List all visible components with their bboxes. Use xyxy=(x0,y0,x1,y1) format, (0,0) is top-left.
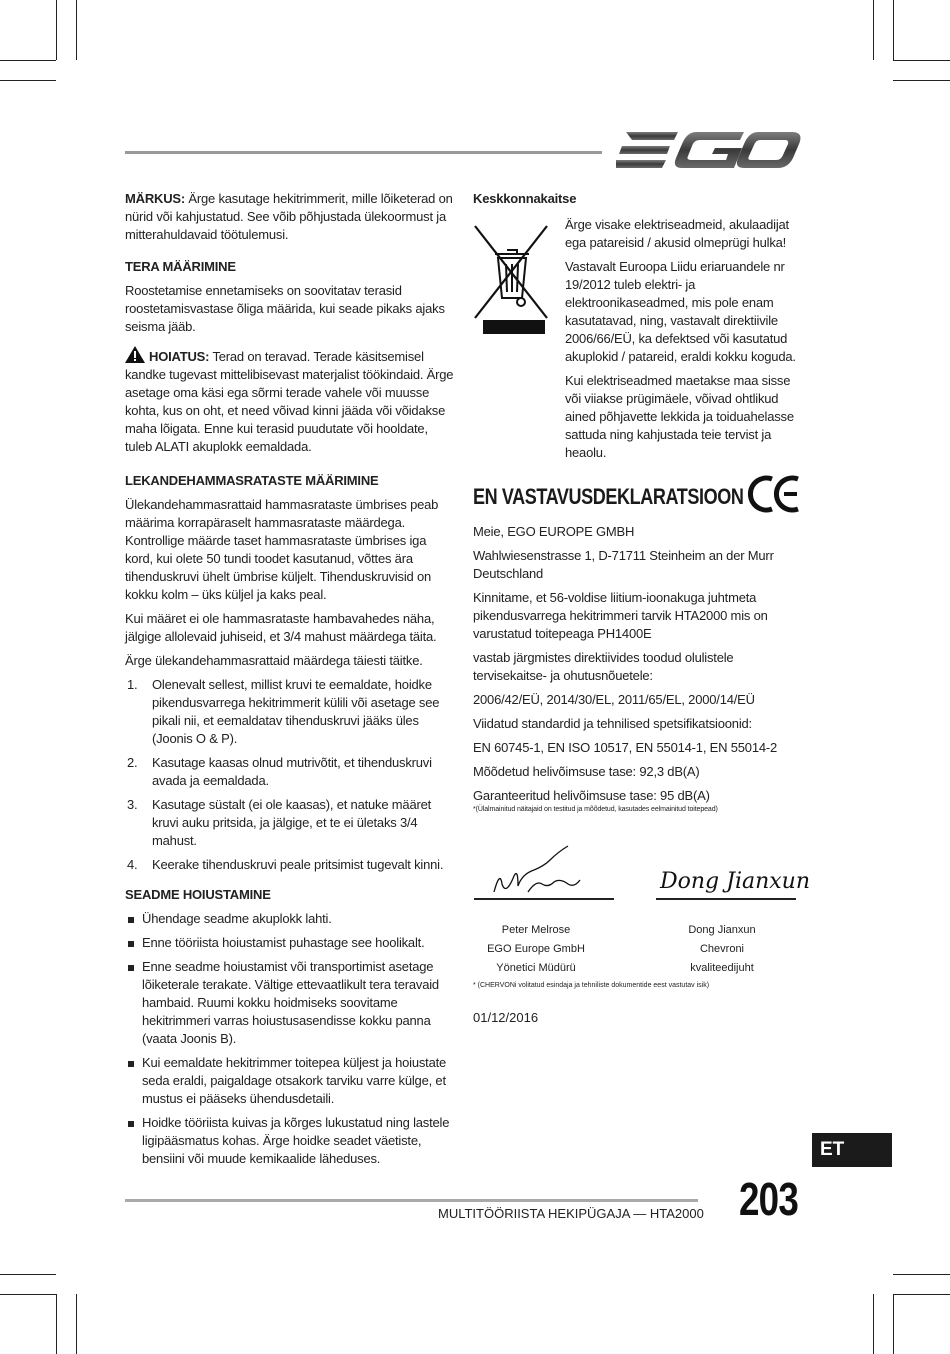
warning-label: HOIATUS: xyxy=(149,349,210,364)
warning-icon xyxy=(125,346,145,363)
signer-company: Chevroni xyxy=(699,943,745,955)
list-item xyxy=(125,856,455,874)
crop-mark xyxy=(893,60,950,61)
signer-dong xyxy=(652,921,792,978)
storage-heading: SEADME HOIUSTAMINE xyxy=(125,887,271,902)
environment-p3: Kui elektriseadmed maetakse maa sisse või viiakse prügimäele, võivad ohtlikud ained põhjavette lekkida ja toiduahelasse sattuda ning kahjustada teie tervist ja heaolu. xyxy=(565,373,794,460)
crop-mark xyxy=(0,80,56,81)
note-text: Ärge kasutage hekitrimmerit, mille lõiketerad on nürid või kahjustatud. See võib põhjustada ülekoormust ja mitterahuldavaid töötulemusi. xyxy=(125,191,453,242)
list-item xyxy=(125,958,455,1048)
ego-logo xyxy=(616,128,800,172)
note-paragraph xyxy=(125,190,455,244)
step-number: 3. xyxy=(127,797,138,812)
declaration-line: Kinnitame, et 56-voldise liitium-ioonakuga juhtmeta pikendusvarrega hekitrimmeri tarvik HTA2000 mis on varustatud toitepeaga PH1400E xyxy=(473,590,768,641)
signature-dong xyxy=(660,862,811,912)
note-label: MÄRKUS: xyxy=(125,191,185,206)
bullet-square-icon xyxy=(128,941,134,947)
steps-list xyxy=(125,676,455,874)
gear-lubrication-p1: Ülekandehammasrattaid hammasrataste ümbrises peab määrima korrapäraselt hammasrataste määrdega. Kontrollige määrde taset hammasrataste ümbrises iga kord, kui olete 50 tundi toodet kasutanud, võttes ära tihenduskruvi ühelt ümbrise küljelt. Tihenduskruvisid on kokku kolm – üks küljel ja kaks peal. xyxy=(125,497,439,602)
bullet-square-icon xyxy=(128,917,134,923)
signature-melrose xyxy=(488,840,588,900)
environment-heading: Keskkonnakaitse xyxy=(473,191,577,206)
bullet-text: Enne tööriista hoiustamist puhastage see hoolikalt. xyxy=(142,935,425,950)
ce-mark-icon xyxy=(750,475,802,513)
manual-title: MULTITÖÖRIISTA HEKIPÜGAJA — HTA2000 xyxy=(438,1206,704,1221)
gear-lubrication-p2: Kui määret ei ole hammasrataste hambavahedes näha, jälgige allolevaid juhiseid, et 3/4 mahust määrdega täita. xyxy=(125,611,437,644)
declaration-body xyxy=(473,523,803,814)
step-text: Kasutage kaasas olnud mutrivõtit, et tihenduskruvi avada ja eemaldada. xyxy=(152,755,432,788)
svg-text:Dong Jianxun: Dong Jianxun xyxy=(660,869,811,894)
step-text: Olenevalt sellest, millist kruvi te eemaldate, hoidke pikendusvarrega hekitrimmerit külili või asetage see pikali nii, et eemaldatav tihenduskruvi jääks üles (Joonis O & P). xyxy=(152,677,440,746)
storage-list xyxy=(125,910,455,1168)
warning-text: Terad on teravad. Terade käsitsemisel kandke tugevast mittelibisevast materjalist töökindaid. Ärge asetage oma käsi ega sõrmi terade vahele või muusse kohta, kus on oht, et need võivad kinni jääda või võidakse maha lõigata. Enne kui terasid puudutate või hooldate, tuleb ALATI akuplokk eemaldada. xyxy=(125,349,454,454)
bullet-square-icon xyxy=(128,965,134,971)
list-item xyxy=(125,910,455,928)
declaration-line: vastab järgmistes direktiivides toodud olulistele tervisekaitse- ja ohutusnõuetele: xyxy=(473,650,734,683)
guaranteed-note: *(Ülalmainitud näitajaid on testitud ja mõõdetud, kasutades eelmainitud toitepead) xyxy=(473,806,718,813)
list-item xyxy=(125,754,455,790)
language-tab: ET xyxy=(812,1133,892,1167)
crop-mark xyxy=(0,1274,56,1275)
declaration-line: Garanteeritud helivõimsuse tase: 95 dB(A) xyxy=(473,788,710,803)
declaration-line: EN 60745-1, EN ISO 10517, EN 55014-1, EN 55014-2 xyxy=(473,740,778,755)
crop-mark xyxy=(873,0,874,60)
bullet-square-icon xyxy=(128,1121,134,1127)
signer-role: Yönetici Müdürü xyxy=(496,962,576,974)
left-column xyxy=(125,190,455,1174)
crop-mark xyxy=(893,1294,894,1354)
crop-mark xyxy=(873,1294,874,1354)
gear-lubrication-p3: Ärge ülekandehammasrattaid määrdega täiesti täitke. xyxy=(125,653,423,668)
declaration-title: EN VASTAVUSDEKLARATSIOON xyxy=(473,484,744,509)
bullet-square-icon xyxy=(128,1061,134,1067)
warning-paragraph xyxy=(125,346,455,456)
gear-lubrication-heading: LEKANDEHAMMASRATASTE MÄÄRIMINE xyxy=(125,473,379,488)
page-number: 203 xyxy=(739,1173,798,1225)
blade-lubrication-heading: TERA MÄÄRIMINE xyxy=(125,259,236,274)
list-item xyxy=(125,796,455,850)
crop-mark xyxy=(76,0,77,60)
declaration-line: Mõõdetud helivõimsuse tase: 92,3 dB(A) xyxy=(473,764,700,779)
bullet-text: Ühendage seadme akuplokk lahti. xyxy=(142,911,332,926)
declaration-date: 01/12/2016 xyxy=(473,1010,539,1025)
step-number: 2. xyxy=(127,755,138,770)
header-rule xyxy=(125,151,602,154)
environment-p2: Vastavalt Euroopa Liidu eriaruandele nr 19/2012 tuleb elektri- ja elektroonikaseadmed, mis pole enam kasutatavad, ning, vastavalt direktiivile 2006/66/EÜ, ka defektsed või kasutatud akuplokid / patareid, eraldi kokku koguda. xyxy=(565,259,796,364)
crop-mark xyxy=(56,1294,57,1354)
crop-mark xyxy=(893,80,950,81)
declaration-line: 2006/42/EÜ, 2014/30/EL, 2011/65/EL, 2000/14/EÜ xyxy=(473,692,755,707)
list-item xyxy=(125,676,455,748)
list-item xyxy=(125,934,455,952)
environment-p1: Ärge visake elektriseadmeid, akulaadijat ega patareisid / akusid olmeprügi hulka! xyxy=(565,217,789,250)
signer-melrose xyxy=(466,921,606,978)
signer-name: Peter Melrose xyxy=(501,924,571,936)
authorized-footnote: * (CHERVONi volitatud esindaja ja tehniliste dokumentide eest vastutav isik) xyxy=(473,982,710,989)
crop-mark xyxy=(0,1294,56,1295)
crop-mark xyxy=(0,60,56,61)
signer-company: EGO Europe GmbH xyxy=(487,943,585,955)
list-item xyxy=(125,1114,455,1168)
declaration-line: Meie, EGO EUROPE GMBH xyxy=(473,524,635,539)
signature-line xyxy=(656,898,796,900)
step-number: 1. xyxy=(127,677,138,692)
blade-lubrication-text: Roostetamise ennetamiseks on soovitatav terasid roostetamisvastase õliga määrida, kui seade pikaks ajaks seisma jääb. xyxy=(125,283,445,334)
list-item xyxy=(125,1054,455,1108)
crop-mark xyxy=(76,1294,77,1354)
signer-role: kvaliteedijuht xyxy=(690,962,754,974)
crop-mark xyxy=(56,0,57,60)
footer-rule xyxy=(125,1199,698,1202)
environment-section xyxy=(473,190,803,468)
step-text: Keerake tihenduskruvi peale pritsimist tugevalt kinni. xyxy=(152,857,444,872)
crossed-bin-icon xyxy=(473,224,549,336)
declaration-line: Wahlwiesenstrasse 1, D-71711 Steinheim an der Murr Deutschland xyxy=(473,548,774,581)
step-number: 4. xyxy=(127,857,138,872)
bullet-text: Kui eemaldate hekitrimmer toitepea küljest ja hoiustate seda eraldi, paigaldage otsakork tarviku varre külge, et mustus ei pääseks ühendusdetaili. xyxy=(142,1055,447,1106)
step-text: Kasutage süstalt (ei ole kaasas), et natuke määret kruvi auku pritsida, ja jälgige, et te ei ületaks 3/4 mahust. xyxy=(152,797,432,848)
signature-line xyxy=(474,898,614,900)
crop-mark xyxy=(893,1274,950,1275)
declaration-line: Viidatud standardid ja tehnilised spetsifikatsioonid: xyxy=(473,716,752,731)
crop-mark xyxy=(893,0,894,60)
signer-name: Dong Jianxun xyxy=(688,924,756,936)
bullet-text: Hoidke tööriista kuivas ja kõrges lukustatud ning lastele ligipääsmatus kohas. Ärge hoidke seadet väetiste, bensiini või muude kemikaalide läheduses. xyxy=(142,1115,450,1166)
crop-mark xyxy=(893,1294,950,1295)
bullet-text: Enne seadme hoiustamist või transportimist asetage lõiketerale terakate. Vältige ettevaatlikult tera teravaid hambaid. Ruumi kokku hoidmiseks soovitame hekitrimmeri varras hoiustusasendisse kokku panna (vaata Joonis B). xyxy=(142,959,439,1046)
environment-text xyxy=(565,216,803,462)
